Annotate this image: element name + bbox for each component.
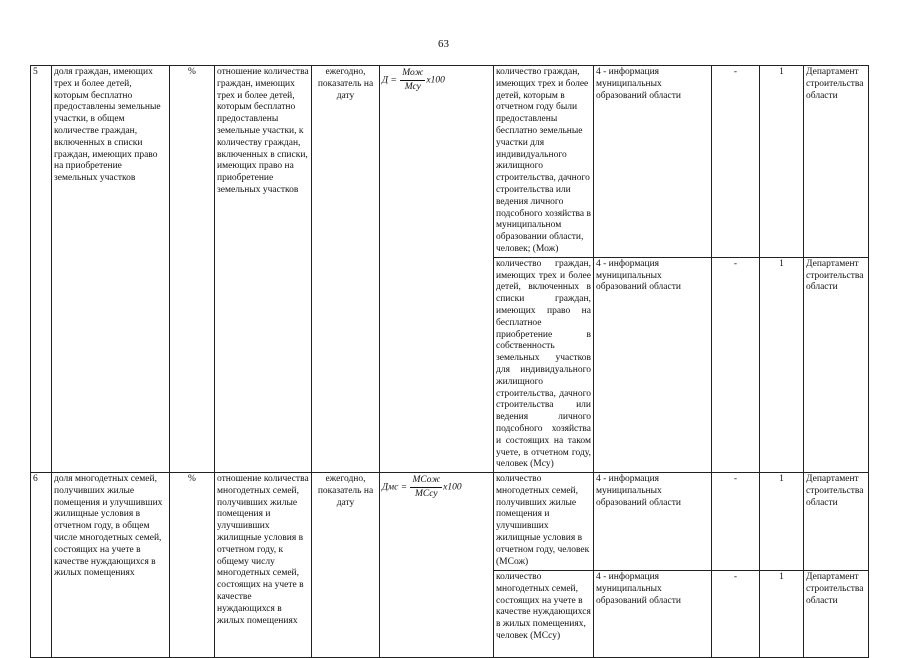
formula-fraction bbox=[400, 67, 425, 94]
formula-fraction bbox=[410, 474, 442, 501]
indicator-definition: отношение количества многодетных семей, получивших жилые помещения и улучшивших жилищные условия в отчетном году, к общему числу многодетных семей, состоящих на учете в качестве нуждающихся в жилых помещениях bbox=[215, 473, 312, 658]
formula-numerator: Мож bbox=[400, 67, 425, 81]
responsible-dept: Департамент строительства области bbox=[804, 257, 869, 472]
formula bbox=[380, 473, 494, 658]
formula-denominator: МСсу bbox=[414, 489, 438, 500]
col9-value: 1 bbox=[760, 257, 804, 472]
col9-value: 1 bbox=[760, 571, 804, 658]
formula-suffix: x100 bbox=[426, 75, 445, 86]
basic-indicator: количество многодетных семей, получивших жилые помещения и улучшивших жилищные условия в отчетном году, человек (МСож) bbox=[494, 473, 594, 571]
formula bbox=[380, 66, 494, 473]
indicators-table bbox=[30, 65, 869, 658]
basic-indicator: количество многодетных семей, состоящих на учете в качестве нуждающихся в жилых помещениях, человек (МСсу) bbox=[494, 571, 594, 658]
table-row bbox=[31, 66, 869, 258]
col9-value: 1 bbox=[760, 473, 804, 571]
indicator-definition: отношение количества граждан, имеющих трех и более детей, которым бесплатно предоставлены земельные участки, к количеству граждан, включенных в списки, имеющих право на приобретение земельных участков bbox=[215, 66, 312, 473]
collection-method: 4 - информация муниципальных образований области bbox=[594, 257, 712, 472]
col8-value: - bbox=[712, 571, 760, 658]
periodicity: ежегодно, показатель на дату bbox=[312, 66, 380, 473]
page-number: 63 bbox=[438, 38, 449, 50]
basic-indicator: количество граждан, имеющих трех и более детей, включенных в списки граждан, имеющих право на бесплатное приобретение в собственность земельных участков для индивидуального жилищного строительства, дачного строительства или ведения личного подсобного хозяйства и состоящих на таком учете, в отчетном году, человек (Мсу) bbox=[494, 257, 594, 472]
responsible-dept: Департамент строительства области bbox=[804, 473, 869, 571]
col9-value: 1 bbox=[760, 66, 804, 258]
formula-denominator: Мсу bbox=[404, 82, 421, 92]
row-number: 5 bbox=[31, 66, 52, 473]
responsible-dept: Департамент строительства области bbox=[804, 66, 869, 258]
formula-numerator: МСож bbox=[410, 474, 442, 488]
formula-lhs: Д = bbox=[382, 75, 397, 86]
unit: % bbox=[170, 473, 215, 658]
col8-value: - bbox=[712, 473, 760, 571]
collection-method: 4 - информация муниципальных образований области bbox=[594, 66, 712, 258]
table-row bbox=[31, 473, 869, 571]
row-number: 6 bbox=[31, 473, 52, 658]
collection-method: 4 - информация муниципальных образований области bbox=[594, 473, 712, 571]
col8-value: - bbox=[712, 66, 760, 258]
formula-suffix: x100 bbox=[443, 482, 462, 493]
unit: % bbox=[170, 66, 215, 473]
indicator-name: доля граждан, имеющих трех и более детей, которым бесплатно предоставлены земельные участки, в общем количестве граждан, включенных в списки граждан, имеющих право на приобретение земельных участков bbox=[52, 66, 170, 473]
formula-lhs: Дмс = bbox=[382, 482, 408, 493]
responsible-dept: Департамент строительства области bbox=[804, 571, 869, 658]
indicator-name: доля многодетных семей, получивших жилые помещения и улучшивших жилищные условия в отчетном году, в общем числе многодетных семей, состоящих на учете в качестве нуждающихся в жилых помещениях bbox=[52, 473, 170, 658]
periodicity: ежегодно, показатель на дату bbox=[312, 473, 380, 658]
basic-indicator: количество граждан, имеющих трех и более детей, которым в отчетном году были предоставлены бесплатно земельные участки для индивидуального жилищного строительства, дачного строительства или ведения личного подсобного хозяйства в муниципальном образовании области, человек; (Мож) bbox=[494, 66, 594, 258]
col8-value: - bbox=[712, 257, 760, 472]
collection-method: 4 - информация муниципальных образований области bbox=[594, 571, 712, 658]
